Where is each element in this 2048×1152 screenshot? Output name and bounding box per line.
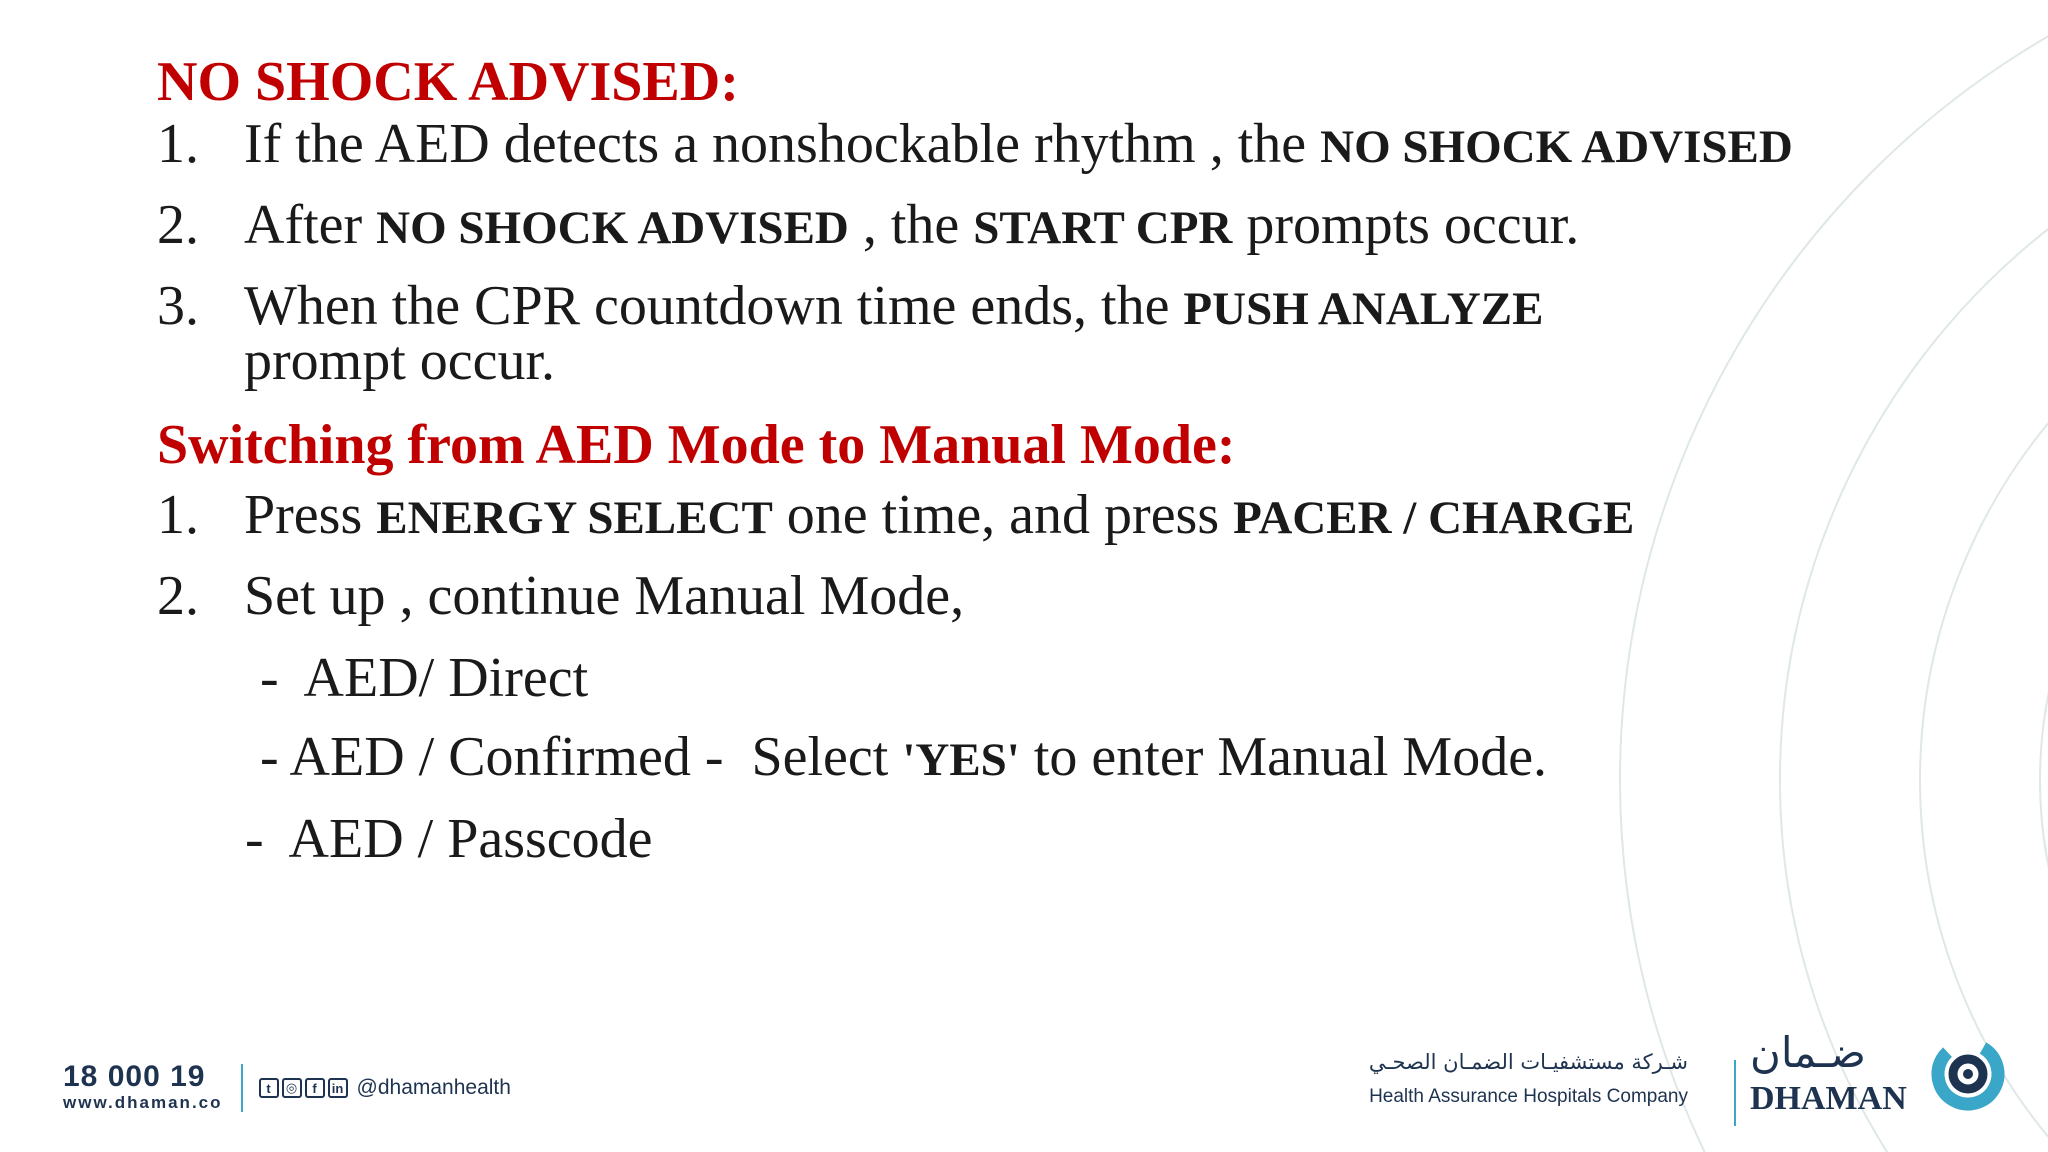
keyword-yes: 'YES' — [902, 734, 1020, 786]
no-shock-heading: NO SHOCK ADVISED: — [157, 51, 739, 113]
item-text: prompt occur. — [244, 330, 556, 392]
item-text: one time, and press — [772, 484, 1234, 546]
list-item — [157, 484, 2017, 546]
item-number: 1. — [157, 484, 199, 546]
contact-block — [63, 1062, 223, 1114]
keyword: ENERGY SELECT — [376, 492, 773, 544]
keyword: PUSH ANALYZE — [1183, 283, 1544, 335]
item-number: 1. — [157, 113, 199, 175]
company-name-english: Health Assurance Hospitals Company — [1369, 1086, 1688, 1107]
dhaman-logo-icon — [1928, 1034, 2008, 1114]
item-number: 2. — [157, 194, 199, 256]
instagram-icon[interactable]: ◎ — [282, 1078, 302, 1098]
footer-branding — [1368, 1012, 2010, 1132]
brand-name-arabic: ضـمان — [1750, 1028, 1866, 1077]
brand-name-english: DHAMAN — [1750, 1080, 1907, 1117]
social-links — [259, 1076, 511, 1100]
sub-text: - AED / Confirmed - Select — [260, 726, 903, 788]
twitter-icon[interactable]: t — [259, 1078, 279, 1098]
sub-item-direct: - AED/ Direct — [260, 647, 589, 709]
sub-text: to enter Manual Mode. — [1019, 726, 1548, 788]
item-text: After — [244, 194, 377, 256]
keyword: NO SHOCK ADVISED — [1320, 121, 1793, 173]
item-text: , the — [848, 194, 974, 256]
company-name-arabic: شـركة مستشفيـات الضمـان الصحـي — [1368, 1050, 1688, 1074]
item-text: When the CPR countdown time ends, the — [244, 275, 1184, 337]
item-text: prompts occur. — [1232, 194, 1580, 256]
facebook-icon[interactable]: f — [305, 1078, 325, 1098]
divider — [241, 1064, 243, 1112]
item-number: 3. — [157, 275, 199, 337]
list-item — [157, 194, 2017, 256]
divider — [1734, 1060, 1736, 1126]
footer-contact — [63, 1058, 511, 1118]
keyword: START CPR — [973, 202, 1233, 254]
switch-mode-heading: Switching from AED Mode to Manual Mode: — [157, 414, 1236, 476]
list-item — [157, 275, 2017, 392]
switch-mode-list — [157, 484, 2017, 627]
phone-number: 18 000 19 — [63, 1060, 206, 1093]
item-number: 2. — [157, 565, 199, 627]
keyword: NO SHOCK ADVISED — [376, 202, 849, 254]
item-text: If the AED detects a nonshockable rhythm , the — [244, 113, 1321, 175]
item-text: Set up , continue Manual Mode, — [244, 565, 965, 627]
item-text: Press — [244, 484, 377, 546]
sub-item-passcode: - AED / Passcode — [245, 808, 653, 870]
sub-item-confirmed — [157, 727, 2017, 790]
linkedin-icon[interactable]: in — [328, 1078, 348, 1098]
no-shock-list — [157, 113, 2017, 392]
slide-content — [157, 50, 2017, 888]
website-link[interactable]: www.dhaman.co — [63, 1093, 223, 1112]
list-item — [157, 565, 2017, 627]
keyword: PACER / CHARGE — [1233, 492, 1635, 544]
list-item — [157, 113, 2017, 175]
social-handle[interactable]: @dhamanhealth — [356, 1076, 511, 1099]
